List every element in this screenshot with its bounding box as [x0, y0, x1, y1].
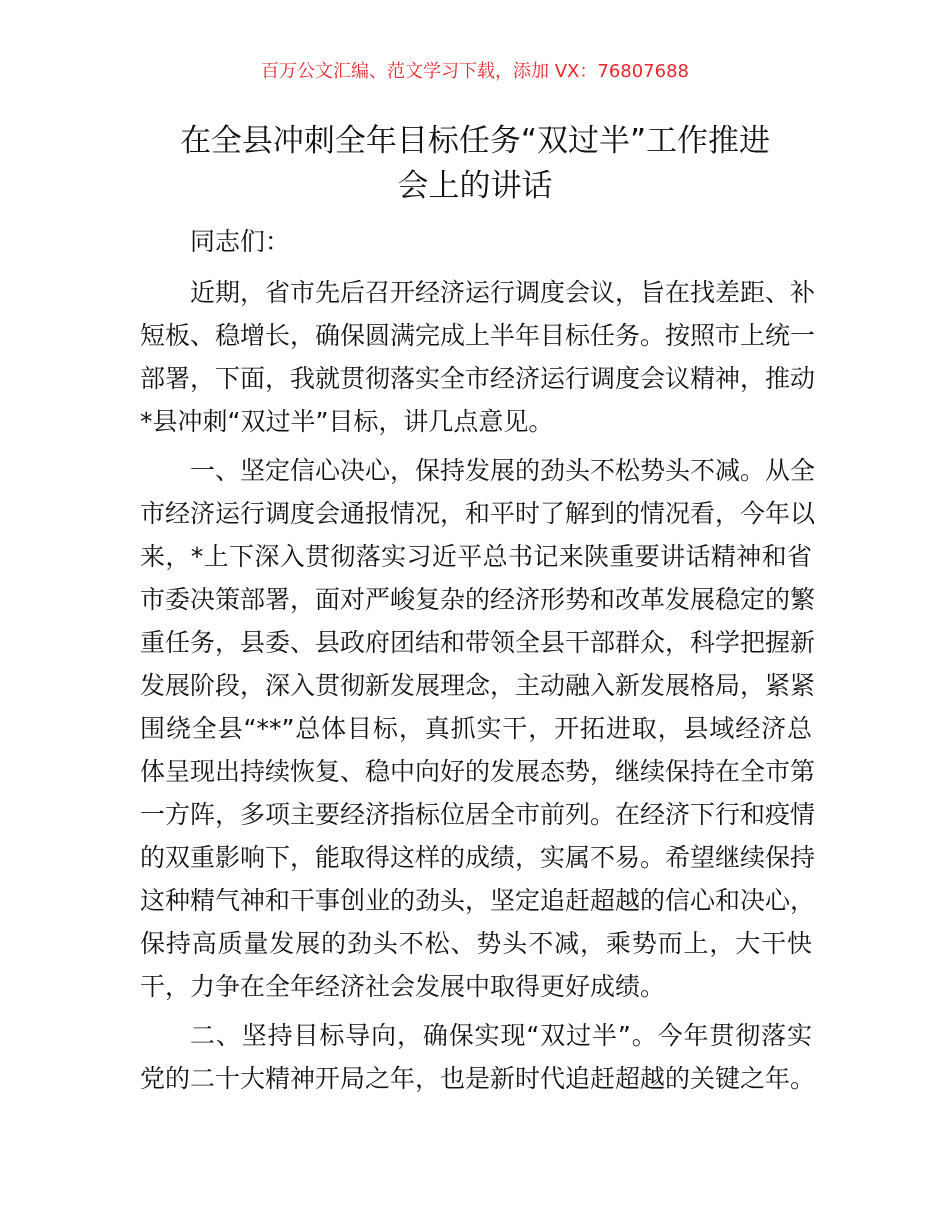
paragraph-2-line: 市经济运行调度会通报情况，和平时了解到的情况看，今年以	[140, 499, 816, 528]
paragraph-1-line: *县冲刺“双过半”目标，讲几点意见。	[140, 407, 554, 436]
paragraph-2-line: 来，*上下深入贯彻落实习近平总书记来陕重要讲话精神和省	[140, 542, 812, 571]
paragraph-2-line: 的双重影响下，能取得这样的成绩，实属不易。希望继续保持	[140, 843, 816, 872]
paragraph-2-line: 一方阵，多项主要经济指标位居全市前列。在经济下行和疫情	[140, 800, 816, 829]
paragraph-1-line: 部署，下面，我就贯彻落实全市经济运行调度会议精神，推动	[140, 364, 816, 393]
paragraph-2-line: 体呈现出持续恢复、稳中向好的发展态势，继续保持在全市第	[140, 757, 816, 786]
paragraph-2-line: 干，力争在全年经济社会发展中取得更好成绩。	[140, 972, 666, 1001]
paragraph-3-line: 二、坚持目标导向，确保实现“双过半”。今年贯彻落实	[190, 1021, 812, 1050]
document-title-line-2: 会上的讲话	[397, 168, 553, 204]
paragraph-2-line: 一、坚定信心决心，保持发展的劲头不松势头不减。从全	[190, 456, 816, 485]
paragraph-3-line: 党的二十大精神开局之年，也是新时代追赶超越的关键之年。	[140, 1064, 816, 1093]
paragraph-1-line: 近期，省市先后召开经济运行调度会议，旨在找差距、补	[190, 278, 816, 307]
salutation: 同志们：	[190, 227, 291, 256]
paragraph-2-line: 保持高质量发展的劲头不松、势头不减，乘势而上，大干快	[140, 929, 812, 958]
paragraph-2-line: 市委决策部署，面对严峻复杂的经济形势和改革发展稳定的繁	[140, 585, 816, 614]
watermark-header: 百万公文汇编、范文学习下载，添加 VX：76807688	[261, 61, 689, 82]
paragraph-2-line: 这种精气神和干事创业的劲头，坚定追赶超越的信心和决心，	[140, 886, 816, 915]
paragraph-2-line: 发展阶段，深入贯彻新发展理念，主动融入新发展格局，紧紧	[140, 671, 816, 700]
paragraph-1-line: 短板、稳增长，确保圆满完成上半年目标任务。按照市上统一	[140, 321, 816, 350]
document-title-line-1: 在全县冲刺全年目标任务“双过半”工作推进	[179, 123, 771, 159]
paragraph-2-line: 重任务，县委、县政府团结和带领全县干部群众，科学把握新	[140, 628, 816, 657]
paragraph-2-line: 围绕全县“**”总体目标，真抓实干，开拓进取，县域经济总	[140, 714, 812, 743]
